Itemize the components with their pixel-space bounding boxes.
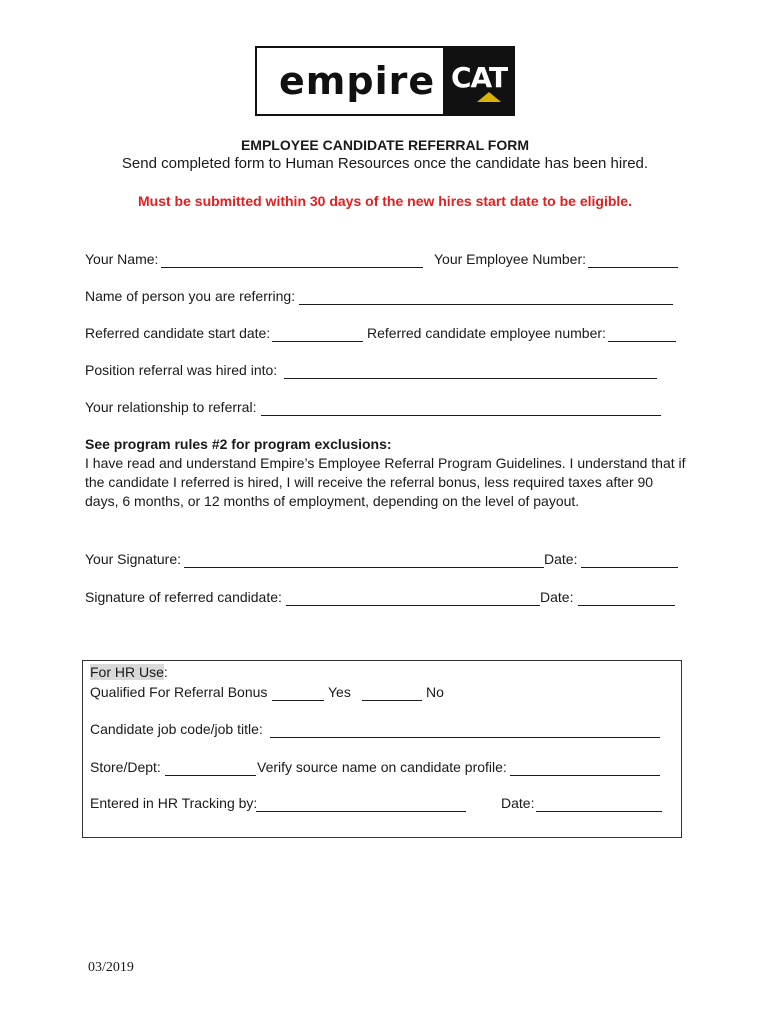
qualified-no-field[interactable] [362, 700, 422, 701]
candidate-date-field[interactable] [578, 605, 675, 606]
candidate-employee-number-label: Referred candidate employee number: [367, 325, 606, 341]
start-date-label: Referred candidate start date: [85, 325, 271, 341]
hr-tracking-label: Entered in HR Tracking by: [90, 795, 258, 811]
relationship-field[interactable] [261, 415, 661, 416]
qualified-no-label: No [426, 684, 444, 700]
your-signature-field[interactable] [184, 567, 544, 568]
candidate-date-label: Date: [540, 589, 574, 605]
logo-cat-block [443, 48, 513, 114]
your-name-label: Your Name: [85, 251, 159, 267]
job-code-field[interactable] [270, 737, 660, 738]
signature-date-label: Date: [544, 551, 578, 567]
person-referring-label: Name of person you are referring: [85, 288, 296, 304]
hr-date-label: Date: [501, 795, 535, 811]
your-name-field[interactable] [161, 267, 423, 268]
rules-text-line-1: I have read and understand Empire’s Employee Referral Program Guidelines. I understand that if [85, 455, 686, 471]
eligibility-warning: Must be submitted within 30 days of the new hires start date to be eligible. [138, 193, 632, 209]
verify-source-field[interactable] [510, 775, 660, 776]
rules-heading: See program rules #2 for program exclusions: [85, 436, 392, 452]
candidate-signature-field[interactable] [286, 605, 540, 606]
hr-use-highlight: For HR Use [90, 664, 164, 680]
logo-empire-text: empire [279, 59, 436, 103]
rules-text-line-2: the candidate I referred is hired, I will receive the referral bonus, less required taxes after 90 [85, 474, 654, 490]
form-subtitle: Send completed form to Human Resources once the candidate has been hired. [121, 155, 649, 172]
candidate-employee-number-field[interactable] [608, 341, 676, 342]
position-field[interactable] [284, 378, 657, 379]
position-label: Position referral was hired into: [85, 362, 278, 378]
verify-source-label: Verify source name on candidate profile: [257, 759, 507, 775]
store-dept-field[interactable] [165, 775, 256, 776]
store-dept-label: Store/Dept: [90, 759, 161, 775]
your-signature-label: Your Signature: [85, 551, 181, 567]
logo-cat-text: CAT [451, 61, 508, 94]
signature-date-field[interactable] [581, 567, 678, 568]
person-referring-field[interactable] [299, 304, 673, 305]
revision-date: 03/2019 [88, 960, 134, 975]
rules-text-line-3: days, 6 months, or 12 months of employment, depending on the level of payout. [85, 493, 580, 509]
logo-triangle-icon [477, 92, 501, 102]
hr-date-field[interactable] [536, 811, 662, 812]
hr-use-heading [90, 664, 168, 680]
relationship-label: Your relationship to referral: [85, 399, 257, 415]
hr-tracking-field[interactable] [256, 811, 466, 812]
job-code-label: Candidate job code/job title: [90, 721, 263, 737]
form-title: EMPLOYEE CANDIDATE REFERRAL FORM [240, 137, 530, 153]
employee-number-label: Your Employee Number: [434, 251, 587, 267]
qualified-yes-label: Yes [328, 684, 351, 700]
employee-number-field[interactable] [588, 267, 678, 268]
qualified-bonus-label: Qualified For Referral Bonus [90, 684, 268, 700]
candidate-signature-label: Signature of referred candidate: [85, 589, 282, 605]
start-date-field[interactable] [272, 341, 363, 342]
hr-use-colon: : [163, 664, 168, 680]
qualified-yes-field[interactable] [272, 700, 324, 701]
company-logo [255, 46, 515, 116]
